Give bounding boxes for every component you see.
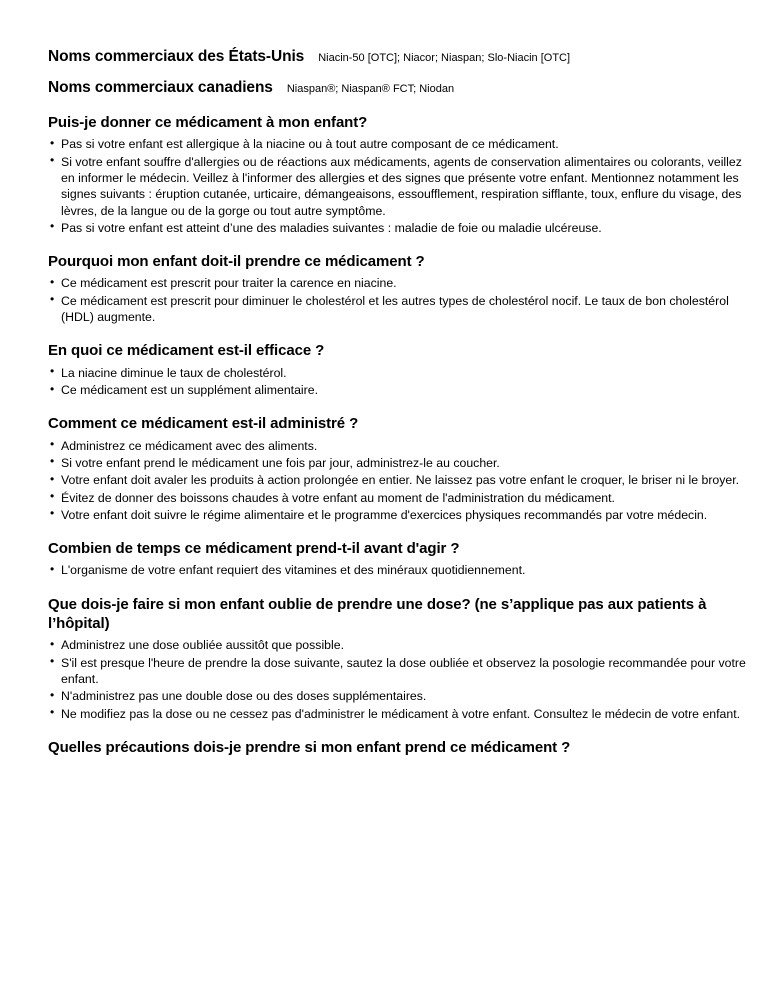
brand-names-ca-list: Niaspan®; Niaspan® FCT; Niodan	[286, 83, 455, 95]
list-item: • Si votre enfant souffre d'allergies ou de réactions aux médicaments, agents de conservation alimentaires ou colorants, veillez en informer le médecin. Veillez à l'informer des allergies et des signes que présente votre enfant. Mentionnez notamment les signes suivants : éruption cutanée, urticaire, démangeaisons, essoufflement, respiration sifflante, toux, enflure du visage, des lèvres, de la langue ou de la gorge ou tout autre symptôme.	[48, 154, 746, 219]
section-heading: Quelles précautions dois-je prendre si mon enfant prend ce médicament ?	[48, 738, 571, 756]
list-item: • Ce médicament est prescrit pour traiter la carence en niacine.	[48, 275, 746, 291]
section-heading: Puis-je donner ce médicament à mon enfant?	[48, 114, 368, 131]
section-list	[48, 562, 746, 578]
section-heading: Comment ce médicament est-il administré ?	[48, 415, 359, 433]
brand-names-ca	[48, 79, 746, 97]
list-item: • S'il est presque l'heure de prendre la dose suivante, sautez la dose oubliée et observez la posologie recommandée pour votre enfant.	[48, 655, 746, 688]
brand-names-ca-heading: Noms commerciaux canadiens	[48, 79, 273, 96]
list-item: • Ce médicament est un supplément alimentaire.	[48, 382, 746, 398]
list-item: • Administrez ce médicament avec des aliments.	[48, 438, 746, 454]
list-item: • Si votre enfant prend le médicament une fois par jour, administrez-le au coucher.	[48, 455, 746, 471]
list-item: • Ne modifiez pas la dose ou ne cessez pas d'administrer le médicament à votre enfant. Consultez le médecin de votre enfant.	[48, 706, 746, 722]
list-item: • Évitez de donner des boissons chaudes à votre enfant au moment de l'administration du médicament.	[48, 490, 746, 506]
list-item: • Pas si votre enfant est allergique à la niacine ou à tout autre composant de ce médicament.	[48, 136, 746, 152]
list-item: • L'organisme de votre enfant requiert des vitamines et des minéraux quotidiennement.	[48, 562, 746, 578]
list-item: • Ce médicament est prescrit pour diminuer le cholestérol et les autres types de cholestérol nocif. Le taux de bon cholestérol (HDL) augmente.	[48, 293, 746, 326]
section-list	[48, 136, 746, 236]
section-list	[48, 275, 746, 325]
brand-names-us-heading: Noms commerciaux des États-Unis	[48, 48, 305, 65]
list-item: • Administrez une dose oubliée aussitôt que possible.	[48, 637, 746, 653]
list-item: • Pas si votre enfant est atteint d’une des maladies suivantes : maladie de foie ou maladie ulcéreuse.	[48, 220, 746, 236]
list-item: • Votre enfant doit avaler les produits à action prolongée en entier. Ne laissez pas votre enfant le croquer, le briser ni le broyer.	[48, 472, 746, 488]
brand-names-us-list: Niacin-50 [OTC]; Niacor; Niaspan; Slo-Niacin [OTC]	[318, 52, 571, 64]
section-list	[48, 637, 746, 722]
section-heading: En quoi ce médicament est-il efficace ?	[48, 342, 325, 360]
list-item: • Votre enfant doit suivre le régime alimentaire et le programme d'exercices physiques recommandés par votre médecin.	[48, 507, 746, 523]
list-item: • La niacine diminue le taux de cholestérol.	[48, 365, 746, 381]
section-list	[48, 438, 746, 524]
section-heading: Que dois-je faire si mon enfant oublie de prendre une dose? (ne s’applique pas aux patients à l’hôpital)	[48, 595, 707, 632]
section-list	[48, 365, 746, 399]
brand-names-us	[48, 48, 746, 66]
list-item: • N'administrez pas une double dose ou des doses supplémentaires.	[48, 688, 746, 704]
section-heading: Combien de temps ce médicament prend-t-il avant d'agir ?	[48, 540, 460, 558]
section-heading: Pourquoi mon enfant doit-il prendre ce médicament ?	[48, 253, 425, 271]
